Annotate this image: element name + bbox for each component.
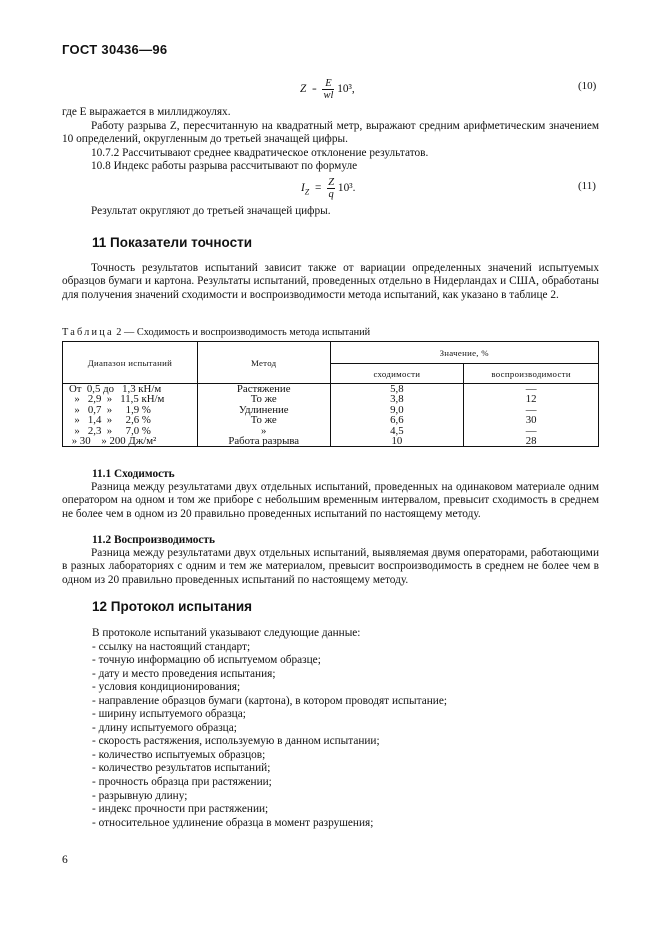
protocol-intro: В протоколе испытаний указывают следующие данные: <box>92 627 361 639</box>
standard-header: ГОСТ 30436—96 <box>62 42 168 57</box>
formula-10 <box>300 78 355 101</box>
cell-reproducibility: 30 <box>464 415 599 425</box>
cell-range: От 0,5 до 1,3 кН/м <box>63 384 198 395</box>
cell-repeatability: 9,0 <box>330 405 464 415</box>
formula-11-eq: = <box>315 182 322 195</box>
header-method: Метод <box>197 342 330 384</box>
list-item: - ширину испытуемого образца; <box>92 708 246 721</box>
table-2-caption-label: Таблица <box>62 327 114 338</box>
cell-method: Работа разрыва <box>197 436 330 447</box>
formula-10-lhs: Z <box>300 83 307 96</box>
formula-11-numerator: Z <box>328 177 335 188</box>
cell-reproducibility: — <box>464 384 599 395</box>
section-11-2-title: 11.2 Воспроизводимость <box>92 534 215 546</box>
header-repeatability: сходимости <box>330 364 464 384</box>
cell-reproducibility: — <box>464 426 599 436</box>
list-item: - ссылку на настоящий стандарт; <box>92 640 251 653</box>
formula-11-denominator: q <box>328 189 334 200</box>
section-11-1-text: Разница между результатами двух отдельных испытаний, проведенных на одинаковом материале одним оператором на одном и том же приборе с небольшим временным интервалом, превысит сходимость в среднем не более чем в одном из 20 правильно проведенных испытаний по настоящему методу. <box>62 481 599 520</box>
cell-method: То же <box>197 415 330 425</box>
table-row <box>63 436 599 447</box>
formula-11 <box>301 177 355 200</box>
formula-11-factor: 10³. <box>337 182 356 195</box>
list-item: - относительное удлинение образца в момент разрушения; <box>92 816 374 829</box>
page-number: 6 <box>62 854 68 866</box>
para-rounding: Результат округляют до третьей значащей цифры. <box>91 205 331 217</box>
table-2-caption-text: 2 — Сходимость и воспроизводимость метода испытаний <box>113 327 371 338</box>
cell-range: » 30 » 200 Дж/м² <box>63 436 198 447</box>
cell-method: Растяжение <box>197 384 330 395</box>
cell-repeatability: 5,8 <box>330 384 464 395</box>
section-11-1-title: 11.1 Сходимость <box>92 468 175 480</box>
list-item: - скорость растяжения, используемую в данном испытании; <box>92 735 380 748</box>
cell-range: » 1,4 » 2,6 % <box>63 415 198 425</box>
cell-repeatability: 3,8 <box>330 394 464 404</box>
header-reproducibility: воспроизводимости <box>464 364 599 384</box>
cell-range: » 0,7 » 1,9 % <box>63 405 198 415</box>
list-item: - разрывную длину; <box>92 789 188 802</box>
formula-10-eq: = <box>312 85 317 95</box>
cell-range: » 2,9 » 11,5 кН/м <box>63 394 198 404</box>
cell-reproducibility: 28 <box>464 436 599 447</box>
cell-range: » 2,3 » 7,0 % <box>63 426 198 436</box>
formula-10-label: (10) <box>578 80 597 92</box>
formula-11-lhs: I <box>301 182 305 195</box>
list-item: - условия кондиционирования; <box>92 681 241 694</box>
para-10-8: 10.8 Индекс работы разрыва рассчитывают по формуле <box>91 160 358 172</box>
para-work-per-m2: Работу разрыва Z, пересчитанную на квадратный метр, выражают средним арифметическим значением 10 определений, округленным до третьей значащей цифры. <box>62 120 599 146</box>
cell-method: Удлинение <box>197 405 330 415</box>
list-item: - направление образцов бумаги (картона), в котором проводят испытание; <box>92 694 447 707</box>
cell-reproducibility: — <box>464 405 599 415</box>
formula-10-numerator: E <box>325 78 332 89</box>
section-11-title: 11 Показатели точности <box>92 235 253 250</box>
cell-repeatability: 6,6 <box>330 415 464 425</box>
header-value: Значение, % <box>330 342 598 364</box>
list-item: - дату и место проведения испытания; <box>92 667 276 680</box>
list-item: - индекс прочности при растяжении; <box>92 803 269 816</box>
cell-method: То же <box>197 394 330 404</box>
section-11-text: Точность результатов испытаний зависит также от вариации определенных значений испытуемых образцов бумаги и картона. Результаты испытаний, проведенных отдельно в Нидерландах и США, обработаны для получения значений сходимости и воспроизводимости метода испытаний, как указано в таблице 2. <box>62 262 599 301</box>
cell-reproducibility: 12 <box>464 394 599 404</box>
list-item: - точную информацию об испытуемом образце; <box>92 654 321 667</box>
cell-method: » <box>197 426 330 436</box>
table-2-caption <box>62 327 370 338</box>
formula-11-fraction <box>327 177 335 200</box>
para-e-units: где E выражается в миллиджоулях. <box>62 106 231 118</box>
list-item: - количество результатов испытаний; <box>92 762 271 775</box>
list-item: - длину испытуемого образца; <box>92 721 237 734</box>
para-10-7-2: 10.7.2 Рассчитывают среднее квадратическое отклонение результатов. <box>91 147 429 159</box>
list-item: - количество испытуемых образцов; <box>92 748 266 761</box>
formula-11-label: (11) <box>578 180 596 192</box>
formula-10-denominator: wl <box>323 90 334 101</box>
protocol-list <box>92 627 447 830</box>
table-2 <box>62 341 599 447</box>
section-12-title: 12 Протокол испытания <box>92 599 253 614</box>
section-11-2-text: Разница между результатами двух отдельных испытаний, выявляемая двумя операторами, работающими в разных лабораториях с одним и тем же материалом, превысит воспроизводимость в среднем не более чем в одном из 20 правильно проведенных испытаний по настоящему методу. <box>62 547 599 586</box>
cell-repeatability: 4,5 <box>330 426 464 436</box>
cell-repeatability: 10 <box>330 436 464 447</box>
list-item: - прочность образца при растяжении; <box>92 776 272 789</box>
header-range: Диапазон испытаний <box>63 342 198 384</box>
formula-10-fraction <box>322 78 334 101</box>
formula-11-sub: Z <box>304 187 310 197</box>
formula-10-factor: 10³, <box>337 83 355 96</box>
